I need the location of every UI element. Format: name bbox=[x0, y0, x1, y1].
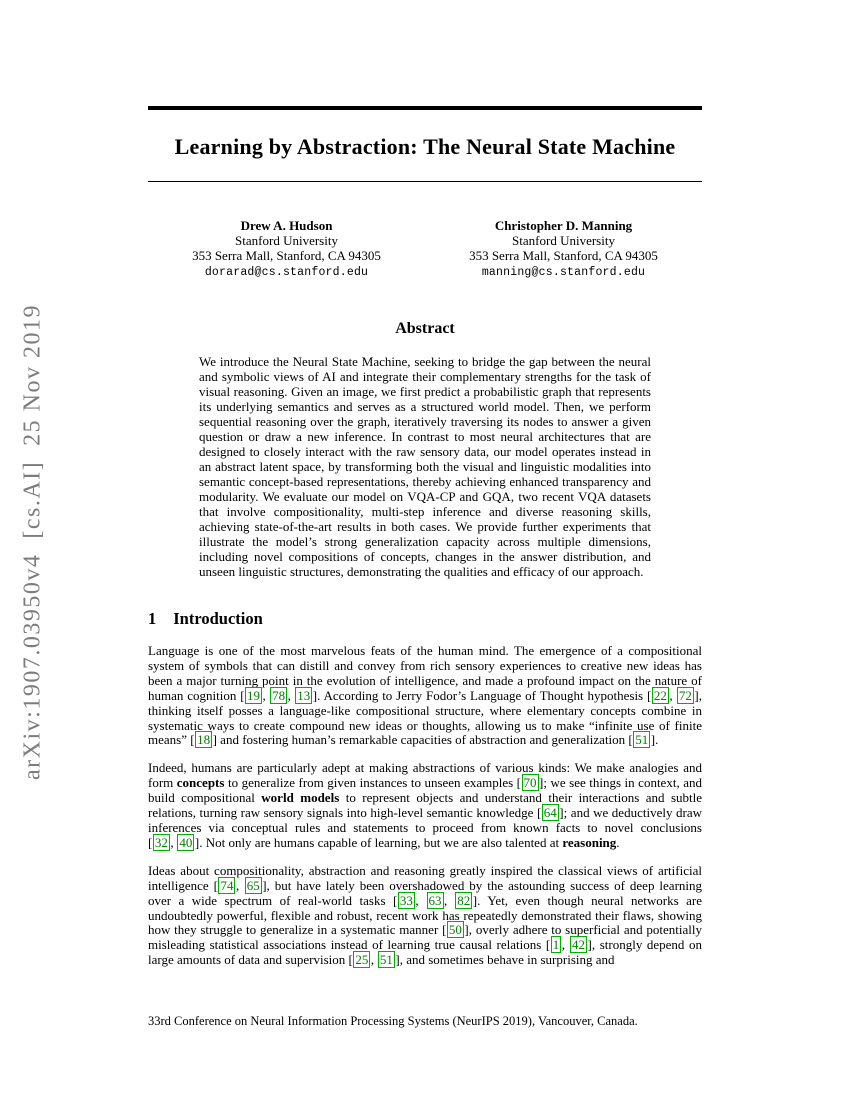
citation-ref[interactable]: [ 32 , 40 ] bbox=[148, 834, 200, 850]
citation-ref[interactable]: [ 22 , 72 ] bbox=[646, 687, 699, 703]
body-paragraph: Indeed, humans are particularly adept at making abstractions of various kinds: We make analogies and form concepts to generalize from given instances to unseen examples [ 70 ]; we see things in context, and build compositional world models to represent objects and understand their interactions and subtle relations, turning raw sensory signals into high-level semantic knowledge [ 64 ]; and we deductively draw inferences via conceptual rules and statements to proceed from known facts to novel conclusions [ 32 , 40 ]. Not only are humans capable of learning, but we are also talented at reasoning. bbox=[148, 760, 702, 850]
citation-number[interactable]: 33 bbox=[399, 892, 413, 908]
citation-ref[interactable]: [ 51 ] bbox=[628, 732, 656, 748]
citation-number[interactable]: 70 bbox=[523, 775, 537, 791]
citation-number[interactable]: 63 bbox=[428, 892, 442, 908]
citation-ref[interactable]: [ 25 , 51 ] bbox=[348, 952, 400, 968]
citation-ref[interactable]: [ 70 ] bbox=[516, 775, 544, 791]
author-email: manning@cs.stanford.edu bbox=[481, 266, 646, 279]
citation-number[interactable]: 51 bbox=[379, 952, 393, 968]
citation-ref[interactable]: [ 64 ] bbox=[536, 805, 564, 821]
body-paragraph: Language is one of the most marvelous feats of the human mind. The emergence of a compositional system of symbols that can distill and convey from rich sensory experiences to creative new ideas has been a major turning point in the evolution of intelligence, and made a profound impact on the nature of human cognition [ 19 , 78 , 13 ]. According to Jerry Fodor’s Language of Thought hypothesis [ 22 , 72 ], thinking itself posses a language-like compositional structure, where elementary concepts combine in systematic ways to create compound new ideas or thoughts, allowing us to make “infinite use of finite means” [ 18 ] and fostering human’s remarkable capacities of abstraction and generalization [ 51 ]. bbox=[148, 643, 703, 748]
section-number: 1 bbox=[148, 609, 157, 628]
bold-term: concepts bbox=[176, 775, 225, 791]
citation-number[interactable]: 22 bbox=[653, 687, 667, 703]
citation-number[interactable]: 50 bbox=[448, 922, 462, 938]
author-address: 353 Serra Mall, Stanford, CA 94305 bbox=[469, 248, 658, 263]
footer-conference-note: 33rd Conference on Neural Information Processing Systems (NeurIPS 2019), Vancouver, Canada. bbox=[148, 1014, 638, 1028]
author-email: dorarad@cs.stanford.edu bbox=[204, 266, 369, 279]
bold-term: world models bbox=[261, 790, 340, 806]
author-row bbox=[148, 218, 702, 280]
citation-number[interactable]: 74 bbox=[220, 877, 234, 893]
paper-content-column bbox=[148, 0, 702, 981]
citation-number[interactable]: 1 bbox=[552, 937, 560, 953]
citation-ref[interactable]: [ 19 , 78 , 13 ] bbox=[240, 687, 318, 703]
title-rule-thin bbox=[148, 181, 702, 182]
citation-number[interactable]: 82 bbox=[457, 892, 471, 908]
paper-title: Learning by Abstraction: The Neural State Machine bbox=[174, 134, 676, 159]
citation-number[interactable]: 13 bbox=[297, 687, 311, 703]
author-block bbox=[148, 218, 425, 280]
author-university: Stanford University bbox=[235, 233, 338, 248]
author-block bbox=[425, 218, 702, 280]
author-name: Christopher D. Manning bbox=[494, 218, 633, 233]
citation-number[interactable]: 18 bbox=[197, 732, 211, 748]
citation-ref[interactable]: [ 1 , 42 ] bbox=[545, 937, 592, 953]
citation-number[interactable]: 78 bbox=[272, 687, 286, 703]
citation-number[interactable]: 40 bbox=[179, 834, 193, 850]
body-paragraph: Ideas about compositionality, abstraction and reasoning greatly inspired the classical views of artificial intelligence [ 74 , 65 ], but have lately been overshadowed by the astounding success of deep learning over a wide spectrum of real-world tasks [ 33 , 63 , 82 ]. Yet, even though neural networks are undoubtedly powerful, flexible and robust, recent work has repeatedly demonstrated their flaws, showing how they struggle to generalize in a systematic manner [ 50 ], overly adhere to superficial and potentially misleading statistical associations instead of learning true causal relations [ 1 , 42 ], strongly depend on large amounts of data and supervision [ 25 , 51 ], and sometimes behave in surprising and bbox=[148, 862, 703, 968]
section-heading-introduction bbox=[148, 609, 702, 629]
abstract-text: We introduce the Neural State Machine, seeking to bridge the gap between the neural and symbolic views of AI and integrate their complementary strengths for the task of visual reasoning. Given an image, we first predict a probabilistic graph that represents its underlying semantics and serves as a structured world model. Then, we perform sequential reasoning over the graph, iteratively traversing its nodes to answer a given question or draw a new inference. In contrast to most neural architectures that are designed to closely interact with the raw sensory data, our model operates instead in an abstract latent space, by transforming both the visual and linguistic modalities into semantic concept-based representations, thereby achieving enhanced transparency and modularity. We evaluate our model on VQA-CP and GQA, two recent VQA datasets that involve compositionality, multi-step inference and diverse reasoning skills, achieving state-of-the-art results in both cases. We provide further experiments that illustrate the model’s strong generalization capacity across multiple dimensions, including novel compositions of concepts, changes in the answer distribution, and unseen linguistic structures, demonstrating the qualities and efficacy of our approach. bbox=[199, 354, 651, 579]
citation-ref[interactable]: [ 50 ] bbox=[442, 922, 469, 938]
introduction-paragraphs bbox=[148, 644, 702, 968]
citation-number[interactable]: 32 bbox=[154, 834, 168, 850]
citation-number[interactable]: 64 bbox=[543, 805, 557, 821]
arxiv-watermark: arXiv:1907.03950v4 [cs.AI] 25 Nov 2019 bbox=[19, 304, 46, 780]
citation-number[interactable]: 25 bbox=[355, 952, 369, 968]
author-address: 353 Serra Mall, Stanford, CA 94305 bbox=[192, 248, 381, 263]
author-name: Drew A. Hudson bbox=[240, 218, 333, 233]
section-title: Introduction bbox=[173, 609, 263, 628]
citation-ref[interactable]: [ 18 ] bbox=[190, 732, 217, 748]
citation-number[interactable]: 42 bbox=[572, 937, 586, 953]
author-university: Stanford University bbox=[512, 233, 615, 248]
title-rule-thick bbox=[148, 106, 702, 110]
citation-ref[interactable]: [ 74 , 65 ] bbox=[213, 877, 267, 893]
citation-number[interactable]: 19 bbox=[247, 687, 261, 703]
bold-term: reasoning bbox=[562, 834, 617, 850]
citation-number[interactable]: 65 bbox=[246, 877, 260, 893]
citation-number[interactable]: 51 bbox=[635, 732, 649, 748]
citation-number[interactable]: 72 bbox=[678, 687, 692, 703]
citation-ref[interactable]: [ 33 , 63 , 82 ] bbox=[392, 892, 478, 908]
abstract-heading: Abstract bbox=[395, 320, 455, 337]
